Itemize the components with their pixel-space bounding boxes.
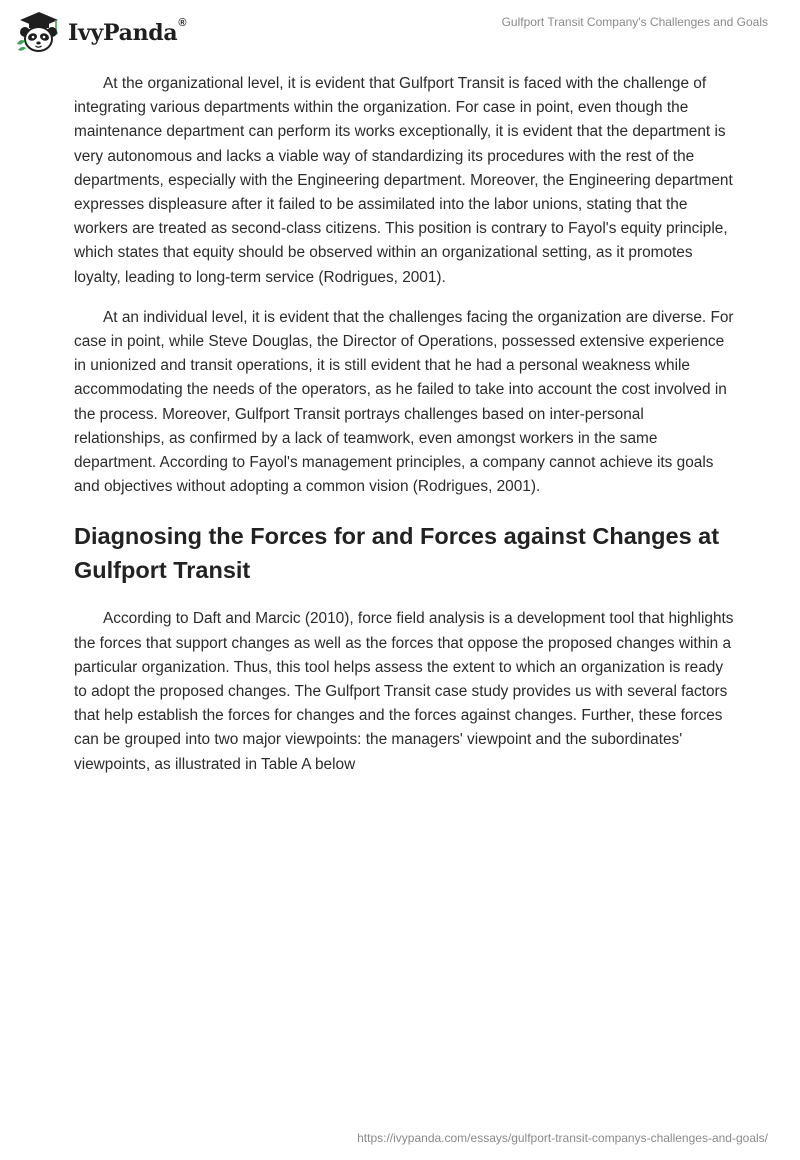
ivypanda-logo[interactable] [14,10,186,54]
section-heading: Diagnosing the Forces for and Forces against Changes at Gulfport Transit [74,523,720,584]
registered-mark: ® [178,17,187,29]
source-url[interactable]: https://ivypanda.com/essays/gulfport-transit-companys-challenges-and-goals/ [357,1131,768,1145]
page-header [0,0,800,70]
paragraph-organizational-level: At the organizational level, it is evident that Gulfport Transit is faced with the challenge of integrating various departments within the organization. For case in point, even though the maintenance department can perform its works exceptionally, it is evident that the department is very autonomous and lacks a viable way of standardizing its procedures with the rest of the departments, especially with the Engineering department. Moreover, the Engineering department expresses displeasure after it failed to be assimilated into the labor unions, stating that the workers are treated as second-class citizens. This position is contrary to Fayol's equity principle, which states that equity should be observed within an organizational setting, as it promotes loyalty, leading to long-term service (Rodrigues, 2001). [74,75,733,286]
document-title: Gulfport Transit Company's Challenges and Goals [501,15,768,29]
panda-graduate-icon [14,10,62,54]
essay-content [74,72,734,793]
brand-name: IvyPanda® [68,17,187,46]
paragraph-individual-level: At an individual level, it is evident that the challenges facing the organization are diverse. For case in point, while Steve Douglas, the Director of Operations, possessed extensive experience in unionized and transit operations, it is still evident that he had a personal weakness while accommodating the needs of the operators, as he failed to take into account the cost involved in the process. Moreover, Gulfport Transit portrays challenges based on inter-personal relationships, as confirmed by a lack of teamwork, even amongst workers in the same department. According to Fayol's management principles, a company cannot achieve its goals and objectives without adopting a common vision (Rodrigues, 2001). [74,308,734,496]
paragraph-force-field-analysis: According to Daft and Marcic (2010), force field analysis is a development tool that highlights the forces that support changes as well as the forces that oppose the proposed changes within a particular organization. Thus, this tool helps assess the extent to which an organization is ready to adopt the proposed changes. The Gulfport Transit case study provides us with several factors that help establish the forces for changes and the forces against changes. Further, these forces can be grouped into two major viewpoints: the managers' viewpoint and the subordinates' viewpoints, as illustrated in Table A below [74,610,734,773]
